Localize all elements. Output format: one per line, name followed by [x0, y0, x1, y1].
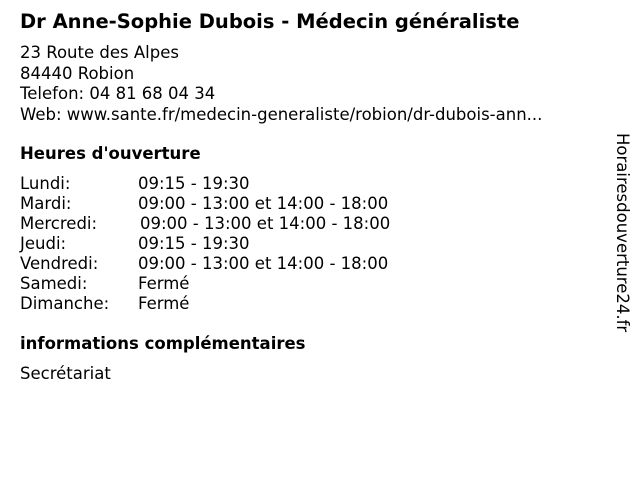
hours-value: Fermé — [138, 274, 190, 293]
day-label: Lundi: — [20, 174, 71, 193]
street-address: 23 Route des Alpes — [20, 43, 179, 62]
site-watermark: Horairesdouverture24.fr — [613, 133, 632, 333]
day-label: Vendredi: — [20, 254, 99, 273]
day-label: Mardi: — [20, 194, 72, 213]
additional-info-heading: informations complémentaires — [20, 334, 306, 353]
hours-value: Fermé — [138, 294, 190, 313]
opening-hours-heading: Heures d'ouverture — [20, 144, 201, 163]
hours-value: 09:00 - 13:00 et 14:00 - 18:00 — [140, 214, 391, 233]
phone-number: Telefon: 04 81 68 04 34 — [20, 84, 216, 103]
day-label: Dimanche: — [20, 294, 110, 313]
hours-value: 09:00 - 13:00 et 14:00 - 18:00 — [138, 194, 389, 213]
page-title: Dr Anne-Sophie Dubois - Médecin généraliste — [20, 10, 520, 33]
day-label: Mercredi: — [20, 214, 98, 233]
additional-info-text: Secrétariat — [20, 364, 111, 383]
hours-value: 09:00 - 13:00 et 14:00 - 18:00 — [138, 254, 389, 273]
day-label: Jeudi: — [20, 234, 67, 253]
day-label: Samedi: — [20, 274, 88, 293]
hours-value: 09:15 - 19:30 — [138, 234, 250, 253]
contact-block — [20, 43, 542, 125]
city-address: 84440 Robion — [20, 63, 135, 83]
website-link[interactable]: Web: www.sante.fr/medecin-generaliste/robion/dr-dubois-ann... — [20, 104, 543, 124]
hours-value: 09:15 - 19:30 — [138, 174, 250, 193]
